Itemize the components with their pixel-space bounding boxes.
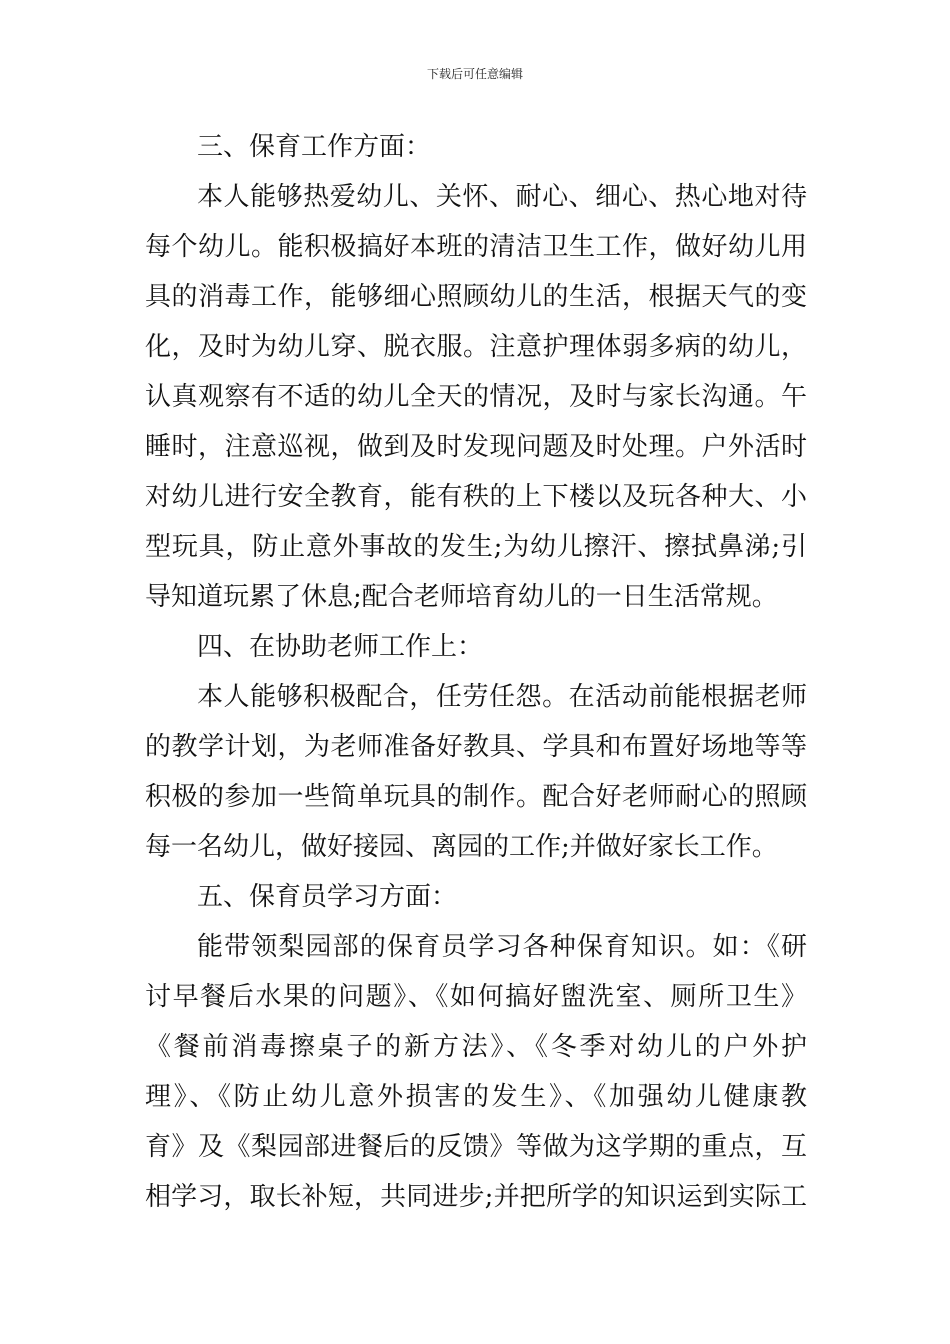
paragraph-line: 型玩具，防止意外事故的发生;为幼儿擦汗、擦拭鼻涕;引 (145, 532, 807, 562)
paragraph-line: 认真观察有不适的幼儿全天的情况，及时与家长沟通。午 (145, 382, 807, 412)
section-heading-caregiver-learning: 五、保育员学习方面： (197, 882, 458, 912)
paragraph-line: 本人能够热爱幼儿、关怀、耐心、细心、热心地对待 (197, 182, 807, 212)
paragraph-line: 积极的参加一些简单玩具的制作。配合好老师耐心的照顾 (145, 782, 807, 812)
paragraph-line: 本人能够积极配合，任劳任怨。在活动前能根据老师 (197, 682, 807, 712)
paragraph-line: 相学习，取长补短，共同进步;并把所学的知识运到实际工 (145, 1182, 807, 1212)
paragraph-line: 育》及《梨园部进餐后的反馈》等做为这学期的重点，互 (145, 1132, 807, 1162)
paragraph-line: 具的消毒工作，能够细心照顾幼儿的生活，根据天气的变 (145, 282, 807, 312)
section-heading-assisting-teacher: 四、在协助老师工作上： (197, 632, 484, 662)
paragraph-line: 导知道玩累了休息;配合老师培育幼儿的一日生活常规。 (145, 582, 778, 612)
paragraph-line: 睡时，注意巡视，做到及时发现问题及时处理。户外活时 (145, 432, 807, 462)
paragraph-line: 能带领梨园部的保育员学习各种保育知识。如：《研 (197, 932, 807, 962)
paragraph-line: 每一名幼儿，做好接园、离园的工作;并做好家长工作。 (145, 832, 778, 862)
paragraph-line: 化，及时为幼儿穿、脱衣服。注意护理体弱多病的幼儿， (145, 332, 807, 362)
paragraph-line: 每个幼儿。能积极搞好本班的清洁卫生工作，做好幼儿用 (145, 232, 807, 262)
paragraph-line: 讨早餐后水果的问题》、《如何搞好盥洗室、厕所卫生》 (145, 982, 807, 1012)
paragraph-line: 理》、《防止幼儿意外损害的发生》、《加强幼儿健康教 (145, 1082, 807, 1112)
page-header: 下载后可任意编辑 (426, 67, 523, 81)
paragraph-line: 对幼儿进行安全教育，能有秩的上下楼以及玩各种大、小 (145, 482, 807, 512)
paragraph-line: 《餐前消毒擦桌子的新方法》、《冬季对幼儿的户外护 (145, 1032, 807, 1062)
document-body (145, 122, 807, 1222)
paragraph-line: 的教学计划，为老师准备好教具、学具和布置好场地等等 (145, 732, 807, 762)
section-heading-childcare-work: 三、保育工作方面： (197, 132, 432, 162)
